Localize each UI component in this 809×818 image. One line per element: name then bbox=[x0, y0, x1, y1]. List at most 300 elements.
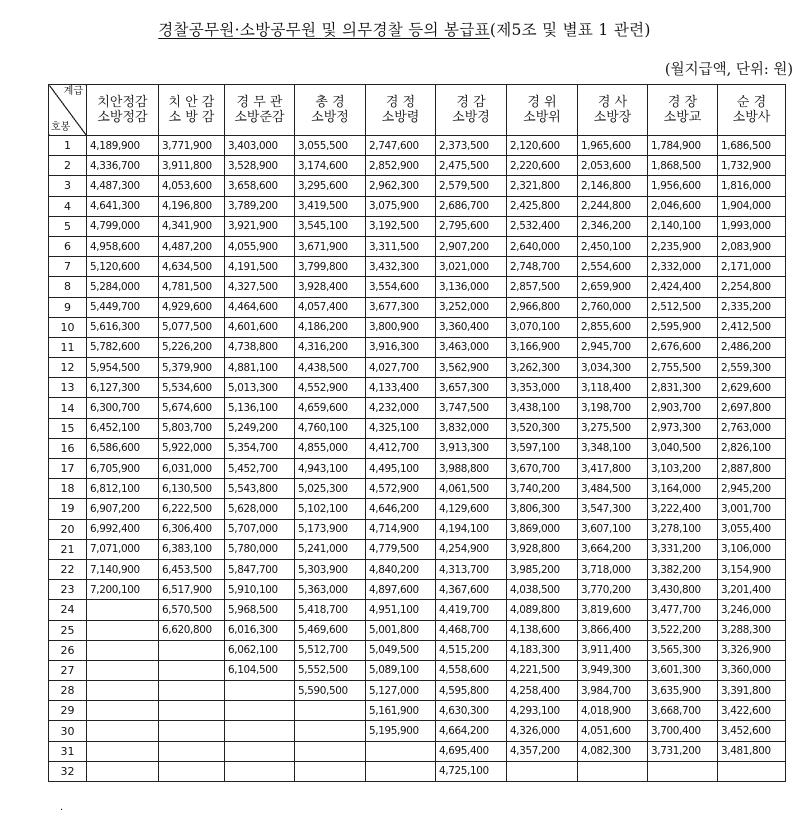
salary-cell: 4,051,600 bbox=[578, 721, 648, 741]
salary-cell: 3,565,300 bbox=[648, 640, 718, 660]
salary-cell: 3,262,300 bbox=[507, 358, 578, 378]
salary-cell: 3,034,300 bbox=[578, 358, 648, 378]
salary-cell: 2,450,100 bbox=[578, 236, 648, 256]
salary-cell: 2,686,700 bbox=[436, 196, 507, 216]
salary-cell: 3,166,900 bbox=[507, 337, 578, 357]
salary-cell: 6,620,800 bbox=[159, 620, 225, 640]
salary-cell: 6,300,700 bbox=[87, 398, 159, 418]
step-cell: 32 bbox=[49, 761, 87, 781]
table-row bbox=[49, 539, 786, 559]
salary-cell: 3,103,200 bbox=[648, 459, 718, 479]
salary-cell: 5,954,500 bbox=[87, 358, 159, 378]
salary-cell: 3,635,900 bbox=[648, 681, 718, 701]
salary-cell: 2,220,600 bbox=[507, 156, 578, 176]
salary-cell: 4,057,400 bbox=[295, 297, 366, 317]
table-row bbox=[49, 297, 786, 317]
salary-cell: 2,254,800 bbox=[718, 277, 786, 297]
column-header bbox=[87, 85, 159, 136]
salary-cell: 4,760,100 bbox=[295, 418, 366, 438]
salary-cell: 2,945,700 bbox=[578, 337, 648, 357]
salary-cell: 4,196,800 bbox=[159, 196, 225, 216]
salary-cell: 5,136,100 bbox=[225, 398, 295, 418]
salary-cell: 4,018,900 bbox=[578, 701, 648, 721]
salary-cell: 6,570,500 bbox=[159, 600, 225, 620]
salary-cell bbox=[159, 660, 225, 680]
step-cell: 9 bbox=[49, 297, 87, 317]
salary-cell: 4,595,800 bbox=[436, 681, 507, 701]
salary-cell: 6,222,500 bbox=[159, 499, 225, 519]
salary-cell: 3,075,900 bbox=[366, 196, 436, 216]
salary-cell: 4,082,300 bbox=[578, 741, 648, 761]
step-cell: 29 bbox=[49, 701, 87, 721]
salary-cell: 6,812,100 bbox=[87, 479, 159, 499]
salary-cell bbox=[159, 761, 225, 781]
salary-cell: 3,417,800 bbox=[578, 459, 648, 479]
salary-cell: 3,422,600 bbox=[718, 701, 786, 721]
salary-cell: 5,469,600 bbox=[295, 620, 366, 640]
salary-cell: 4,601,600 bbox=[225, 317, 295, 337]
salary-cell: 4,515,200 bbox=[436, 640, 507, 660]
salary-cell: 5,226,200 bbox=[159, 337, 225, 357]
step-cell: 25 bbox=[49, 620, 87, 640]
salary-cell: 7,200,100 bbox=[87, 580, 159, 600]
step-cell: 7 bbox=[49, 257, 87, 277]
salary-cell bbox=[159, 721, 225, 741]
salary-cell: 4,897,600 bbox=[366, 580, 436, 600]
salary-cell: 5,707,000 bbox=[225, 519, 295, 539]
salary-cell bbox=[225, 681, 295, 701]
salary-cell: 5,628,000 bbox=[225, 499, 295, 519]
salary-cell: 4,943,100 bbox=[295, 459, 366, 479]
table-row bbox=[49, 580, 786, 600]
salary-cell: 2,335,200 bbox=[718, 297, 786, 317]
salary-cell: 3,136,000 bbox=[436, 277, 507, 297]
table-row bbox=[49, 136, 786, 156]
salary-cell: 4,055,900 bbox=[225, 236, 295, 256]
salary-cell: 4,634,500 bbox=[159, 257, 225, 277]
salary-cell: 3,348,100 bbox=[578, 438, 648, 458]
salary-cell: 3,192,500 bbox=[366, 216, 436, 236]
salary-cell: 2,579,500 bbox=[436, 176, 507, 196]
salary-cell: 4,419,700 bbox=[436, 600, 507, 620]
salary-cell: 3,106,000 bbox=[718, 539, 786, 559]
salary-cell: 5,418,700 bbox=[295, 600, 366, 620]
salary-cell: 3,360,400 bbox=[436, 317, 507, 337]
salary-cell: 3,985,200 bbox=[507, 559, 578, 579]
salary-cell: 5,127,000 bbox=[366, 681, 436, 701]
table-row bbox=[49, 337, 786, 357]
salary-cell: 5,803,700 bbox=[159, 418, 225, 438]
salary-cell: 3,547,300 bbox=[578, 499, 648, 519]
salary-cell: 3,438,100 bbox=[507, 398, 578, 418]
salary-cell bbox=[87, 721, 159, 741]
salary-cell: 5,674,600 bbox=[159, 398, 225, 418]
step-cell: 10 bbox=[49, 317, 87, 337]
salary-cell: 5,173,900 bbox=[295, 519, 366, 539]
table-row bbox=[49, 499, 786, 519]
column-header-fire-rank: 소방사 bbox=[732, 110, 771, 125]
salary-cell: 3,800,900 bbox=[366, 317, 436, 337]
salary-cell bbox=[159, 681, 225, 701]
salary-cell: 2,083,900 bbox=[718, 236, 786, 256]
salary-cell: 4,325,100 bbox=[366, 418, 436, 438]
salary-cell: 3,174,600 bbox=[295, 156, 366, 176]
salary-cell: 4,313,700 bbox=[436, 559, 507, 579]
salary-cell: 3,988,800 bbox=[436, 459, 507, 479]
salary-cell: 5,195,900 bbox=[366, 721, 436, 741]
salary-cell bbox=[87, 640, 159, 660]
salary-cell: 3,419,500 bbox=[295, 196, 366, 216]
column-header bbox=[295, 85, 366, 136]
salary-cell: 2,831,300 bbox=[648, 378, 718, 398]
salary-cell bbox=[87, 681, 159, 701]
column-header-fire-rank: 소방준감 bbox=[234, 110, 285, 125]
salary-cell bbox=[295, 701, 366, 721]
salary-cell: 3,311,500 bbox=[366, 236, 436, 256]
salary-cell: 4,336,700 bbox=[87, 156, 159, 176]
salary-cell: 1,868,500 bbox=[648, 156, 718, 176]
salary-cell: 6,517,900 bbox=[159, 580, 225, 600]
salary-cell: 4,951,100 bbox=[366, 600, 436, 620]
salary-cell: 3,668,700 bbox=[648, 701, 718, 721]
step-cell: 30 bbox=[49, 721, 87, 741]
salary-cell: 6,705,900 bbox=[87, 459, 159, 479]
salary-cell: 3,671,900 bbox=[295, 236, 366, 256]
salary-cell: 3,819,600 bbox=[578, 600, 648, 620]
salary-cell: 4,958,600 bbox=[87, 236, 159, 256]
salary-cell: 4,186,200 bbox=[295, 317, 366, 337]
salary-cell: 3,331,200 bbox=[648, 539, 718, 559]
salary-cell: 3,278,100 bbox=[648, 519, 718, 539]
salary-cell bbox=[87, 620, 159, 640]
table-row bbox=[49, 479, 786, 499]
salary-cell: 3,360,000 bbox=[718, 660, 786, 680]
salary-cell: 2,826,100 bbox=[718, 438, 786, 458]
salary-cell: 4,464,600 bbox=[225, 297, 295, 317]
salary-cell: 4,191,500 bbox=[225, 257, 295, 277]
salary-cell: 2,512,500 bbox=[648, 297, 718, 317]
table-row bbox=[49, 519, 786, 539]
step-cell: 8 bbox=[49, 277, 87, 297]
salary-cell bbox=[366, 761, 436, 781]
salary-cell: 5,616,300 bbox=[87, 317, 159, 337]
salary-cell: 2,945,200 bbox=[718, 479, 786, 499]
salary-cell: 5,910,100 bbox=[225, 580, 295, 600]
salary-cell: 4,326,000 bbox=[507, 721, 578, 741]
salary-cell: 5,782,600 bbox=[87, 337, 159, 357]
salary-cell bbox=[295, 741, 366, 761]
salary-cell: 3,477,700 bbox=[648, 600, 718, 620]
salary-cell: 4,254,900 bbox=[436, 539, 507, 559]
column-header bbox=[436, 85, 507, 136]
salary-cell: 1,784,900 bbox=[648, 136, 718, 156]
table-row bbox=[49, 196, 786, 216]
salary-cell: 2,554,600 bbox=[578, 257, 648, 277]
salary-cell: 1,965,600 bbox=[578, 136, 648, 156]
salary-cell: 4,258,400 bbox=[507, 681, 578, 701]
salary-cell: 4,646,200 bbox=[366, 499, 436, 519]
salary-cell: 2,755,500 bbox=[648, 358, 718, 378]
step-cell: 16 bbox=[49, 438, 87, 458]
table-row bbox=[49, 681, 786, 701]
salary-cell: 4,487,200 bbox=[159, 236, 225, 256]
column-header-fire-rank: 소방정감 bbox=[97, 110, 148, 125]
salary-cell: 3,928,800 bbox=[507, 539, 578, 559]
salary-cell: 3,657,300 bbox=[436, 378, 507, 398]
salary-cell: 5,249,200 bbox=[225, 418, 295, 438]
column-header-police-rank: 경 장 bbox=[667, 95, 698, 110]
salary-cell: 4,357,200 bbox=[507, 741, 578, 761]
salary-cell: 1,993,000 bbox=[718, 216, 786, 236]
salary-cell: 6,127,300 bbox=[87, 378, 159, 398]
salary-cell bbox=[87, 660, 159, 680]
salary-cell: 1,816,000 bbox=[718, 176, 786, 196]
column-header-fire-rank: 소방정 bbox=[311, 110, 349, 125]
salary-cell: 4,367,600 bbox=[436, 580, 507, 600]
salary-cell: 5,001,800 bbox=[366, 620, 436, 640]
salary-cell: 3,118,400 bbox=[578, 378, 648, 398]
table-body bbox=[49, 136, 786, 782]
salary-cell: 2,595,900 bbox=[648, 317, 718, 337]
salary-cell: 3,554,600 bbox=[366, 277, 436, 297]
salary-cell: 3,949,300 bbox=[578, 660, 648, 680]
salary-cell: 4,779,500 bbox=[366, 539, 436, 559]
salary-cell: 3,040,500 bbox=[648, 438, 718, 458]
salary-cell: 2,966,800 bbox=[507, 297, 578, 317]
salary-cell: 5,379,900 bbox=[159, 358, 225, 378]
step-cell: 26 bbox=[49, 640, 87, 660]
column-header-police-rank: 경 감 bbox=[456, 95, 486, 110]
step-cell: 14 bbox=[49, 398, 87, 418]
salary-cell: 5,120,600 bbox=[87, 257, 159, 277]
salary-cell: 4,881,100 bbox=[225, 358, 295, 378]
salary-cell: 4,799,000 bbox=[87, 216, 159, 236]
salary-cell: 5,590,500 bbox=[295, 681, 366, 701]
salary-cell: 3,222,400 bbox=[648, 499, 718, 519]
salary-cell: 4,138,600 bbox=[507, 620, 578, 640]
table-row bbox=[49, 600, 786, 620]
column-header bbox=[366, 85, 436, 136]
salary-cell: 3,432,300 bbox=[366, 257, 436, 277]
table-row bbox=[49, 216, 786, 236]
salary-cell: 6,992,400 bbox=[87, 519, 159, 539]
salary-cell: 4,630,300 bbox=[436, 701, 507, 721]
salary-cell bbox=[225, 721, 295, 741]
table-row bbox=[49, 257, 786, 277]
salary-cell: 4,053,600 bbox=[159, 176, 225, 196]
salary-cell: 5,780,000 bbox=[225, 539, 295, 559]
salary-cell: 1,904,000 bbox=[718, 196, 786, 216]
salary-cell: 6,130,500 bbox=[159, 479, 225, 499]
salary-cell: 4,221,500 bbox=[507, 660, 578, 680]
salary-cell: 5,449,700 bbox=[87, 297, 159, 317]
salary-cell: 2,332,000 bbox=[648, 257, 718, 277]
salary-cell: 3,913,300 bbox=[436, 438, 507, 458]
salary-cell bbox=[159, 640, 225, 660]
salary-cell: 2,903,700 bbox=[648, 398, 718, 418]
salary-cell: 2,795,600 bbox=[436, 216, 507, 236]
salary-cell: 4,293,100 bbox=[507, 701, 578, 721]
salary-cell: 4,183,300 bbox=[507, 640, 578, 660]
salary-cell: 2,120,600 bbox=[507, 136, 578, 156]
salary-cell: 3,382,200 bbox=[648, 559, 718, 579]
salary-cell: 3,562,900 bbox=[436, 358, 507, 378]
salary-cell: 3,799,800 bbox=[295, 257, 366, 277]
salary-cell: 6,031,000 bbox=[159, 459, 225, 479]
document-title bbox=[0, 18, 809, 40]
salary-cell: 4,659,600 bbox=[295, 398, 366, 418]
salary-cell: 2,235,900 bbox=[648, 236, 718, 256]
salary-cell: 6,586,600 bbox=[87, 438, 159, 458]
salary-cell: 2,962,300 bbox=[366, 176, 436, 196]
column-header-police-rank: 순 경 bbox=[736, 95, 767, 110]
column-header bbox=[225, 85, 295, 136]
salary-cell: 3,430,800 bbox=[648, 580, 718, 600]
salary-cell bbox=[87, 741, 159, 761]
salary-cell: 3,866,400 bbox=[578, 620, 648, 640]
header-row bbox=[49, 85, 786, 136]
salary-cell: 3,252,000 bbox=[436, 297, 507, 317]
column-header-police-rank: 치안정감 bbox=[97, 95, 148, 110]
step-cell: 27 bbox=[49, 660, 87, 680]
salary-cell: 2,412,500 bbox=[718, 317, 786, 337]
salary-cell: 6,383,100 bbox=[159, 539, 225, 559]
salary-cell: 6,453,500 bbox=[159, 559, 225, 579]
table-row bbox=[49, 398, 786, 418]
salary-cell: 2,475,500 bbox=[436, 156, 507, 176]
salary-cell: 3,984,700 bbox=[578, 681, 648, 701]
salary-cell: 2,425,800 bbox=[507, 196, 578, 216]
table-row bbox=[49, 660, 786, 680]
salary-cell: 2,046,600 bbox=[648, 196, 718, 216]
column-header-police-rank: 총 경 bbox=[315, 95, 345, 110]
salary-cell: 4,840,200 bbox=[366, 559, 436, 579]
salary-cell: 3,201,400 bbox=[718, 580, 786, 600]
salary-cell: 3,921,900 bbox=[225, 216, 295, 236]
step-cell: 21 bbox=[49, 539, 87, 559]
salary-cell bbox=[87, 600, 159, 620]
salary-cell: 2,053,600 bbox=[578, 156, 648, 176]
salary-cell: 4,855,000 bbox=[295, 438, 366, 458]
salary-cell: 1,686,500 bbox=[718, 136, 786, 156]
salary-cell: 3,911,400 bbox=[578, 640, 648, 660]
salary-cell: 3,916,300 bbox=[366, 337, 436, 357]
salary-cell: 2,697,800 bbox=[718, 398, 786, 418]
salary-cell: 3,070,100 bbox=[507, 317, 578, 337]
salary-cell: 5,303,900 bbox=[295, 559, 366, 579]
salary-cell: 5,241,000 bbox=[295, 539, 366, 559]
salary-table bbox=[48, 84, 786, 782]
salary-cell: 4,495,100 bbox=[366, 459, 436, 479]
table-row bbox=[49, 176, 786, 196]
step-cell: 23 bbox=[49, 580, 87, 600]
salary-cell: 7,140,900 bbox=[87, 559, 159, 579]
salary-cell bbox=[159, 741, 225, 761]
column-header-police-rank: 경 무 관 bbox=[236, 95, 283, 110]
salary-cell: 5,512,700 bbox=[295, 640, 366, 660]
salary-cell: 2,640,000 bbox=[507, 236, 578, 256]
salary-cell: 3,545,100 bbox=[295, 216, 366, 236]
step-cell: 28 bbox=[49, 681, 87, 701]
step-cell: 22 bbox=[49, 559, 87, 579]
salary-cell: 5,089,100 bbox=[366, 660, 436, 680]
salary-cell: 5,049,500 bbox=[366, 640, 436, 660]
corner-rank-label: 계급 bbox=[63, 86, 83, 97]
salary-cell bbox=[366, 741, 436, 761]
salary-cell: 5,534,600 bbox=[159, 378, 225, 398]
corner-cell bbox=[49, 85, 87, 136]
salary-cell: 4,558,600 bbox=[436, 660, 507, 680]
salary-cell: 4,327,500 bbox=[225, 277, 295, 297]
salary-cell: 2,763,000 bbox=[718, 418, 786, 438]
salary-cell: 2,852,900 bbox=[366, 156, 436, 176]
salary-cell: 2,346,200 bbox=[578, 216, 648, 236]
salary-cell: 4,133,400 bbox=[366, 378, 436, 398]
salary-cell: 3,677,300 bbox=[366, 297, 436, 317]
salary-cell: 5,025,300 bbox=[295, 479, 366, 499]
salary-cell: 3,198,700 bbox=[578, 398, 648, 418]
salary-cell: 2,146,800 bbox=[578, 176, 648, 196]
salary-cell: 2,760,000 bbox=[578, 297, 648, 317]
column-header-fire-rank: 소방위 bbox=[523, 110, 561, 125]
table-row bbox=[49, 459, 786, 479]
trailing-mark: · bbox=[60, 805, 64, 816]
step-cell: 3 bbox=[49, 176, 87, 196]
salary-cell: 6,452,100 bbox=[87, 418, 159, 438]
salary-cell: 2,373,500 bbox=[436, 136, 507, 156]
salary-cell: 4,714,900 bbox=[366, 519, 436, 539]
salary-cell: 3,288,300 bbox=[718, 620, 786, 640]
salary-cell bbox=[578, 761, 648, 781]
salary-cell: 3,295,600 bbox=[295, 176, 366, 196]
salary-cell: 3,832,000 bbox=[436, 418, 507, 438]
salary-cell bbox=[87, 761, 159, 781]
column-header-fire-rank: 소방교 bbox=[663, 110, 702, 125]
salary-cell: 3,770,200 bbox=[578, 580, 648, 600]
salary-cell: 5,284,000 bbox=[87, 277, 159, 297]
step-cell: 19 bbox=[49, 499, 87, 519]
salary-cell: 3,789,200 bbox=[225, 196, 295, 216]
salary-cell bbox=[718, 761, 786, 781]
salary-cell: 4,487,300 bbox=[87, 176, 159, 196]
salary-cell: 1,732,900 bbox=[718, 156, 786, 176]
salary-cell: 3,601,300 bbox=[648, 660, 718, 680]
salary-cell: 2,973,300 bbox=[648, 418, 718, 438]
salary-cell: 2,659,900 bbox=[578, 277, 648, 297]
salary-cell: 4,572,900 bbox=[366, 479, 436, 499]
salary-cell: 4,341,900 bbox=[159, 216, 225, 236]
salary-cell bbox=[225, 701, 295, 721]
salary-cell: 5,968,500 bbox=[225, 600, 295, 620]
salary-cell: 5,363,000 bbox=[295, 580, 366, 600]
step-cell: 24 bbox=[49, 600, 87, 620]
salary-cell bbox=[648, 761, 718, 781]
table-row bbox=[49, 156, 786, 176]
salary-cell: 3,484,500 bbox=[578, 479, 648, 499]
salary-cell: 3,806,300 bbox=[507, 499, 578, 519]
salary-cell: 3,391,800 bbox=[718, 681, 786, 701]
salary-cell: 3,520,300 bbox=[507, 418, 578, 438]
salary-cell: 4,189,900 bbox=[87, 136, 159, 156]
salary-cell: 3,700,400 bbox=[648, 721, 718, 741]
step-cell: 6 bbox=[49, 236, 87, 256]
step-cell: 5 bbox=[49, 216, 87, 236]
salary-cell: 6,062,100 bbox=[225, 640, 295, 660]
salary-cell: 3,928,400 bbox=[295, 277, 366, 297]
title-main: 경찰공무원·소방공무원 및 의무경찰 등의 봉급표 bbox=[158, 21, 490, 39]
step-cell: 15 bbox=[49, 418, 87, 438]
table-row bbox=[49, 236, 786, 256]
